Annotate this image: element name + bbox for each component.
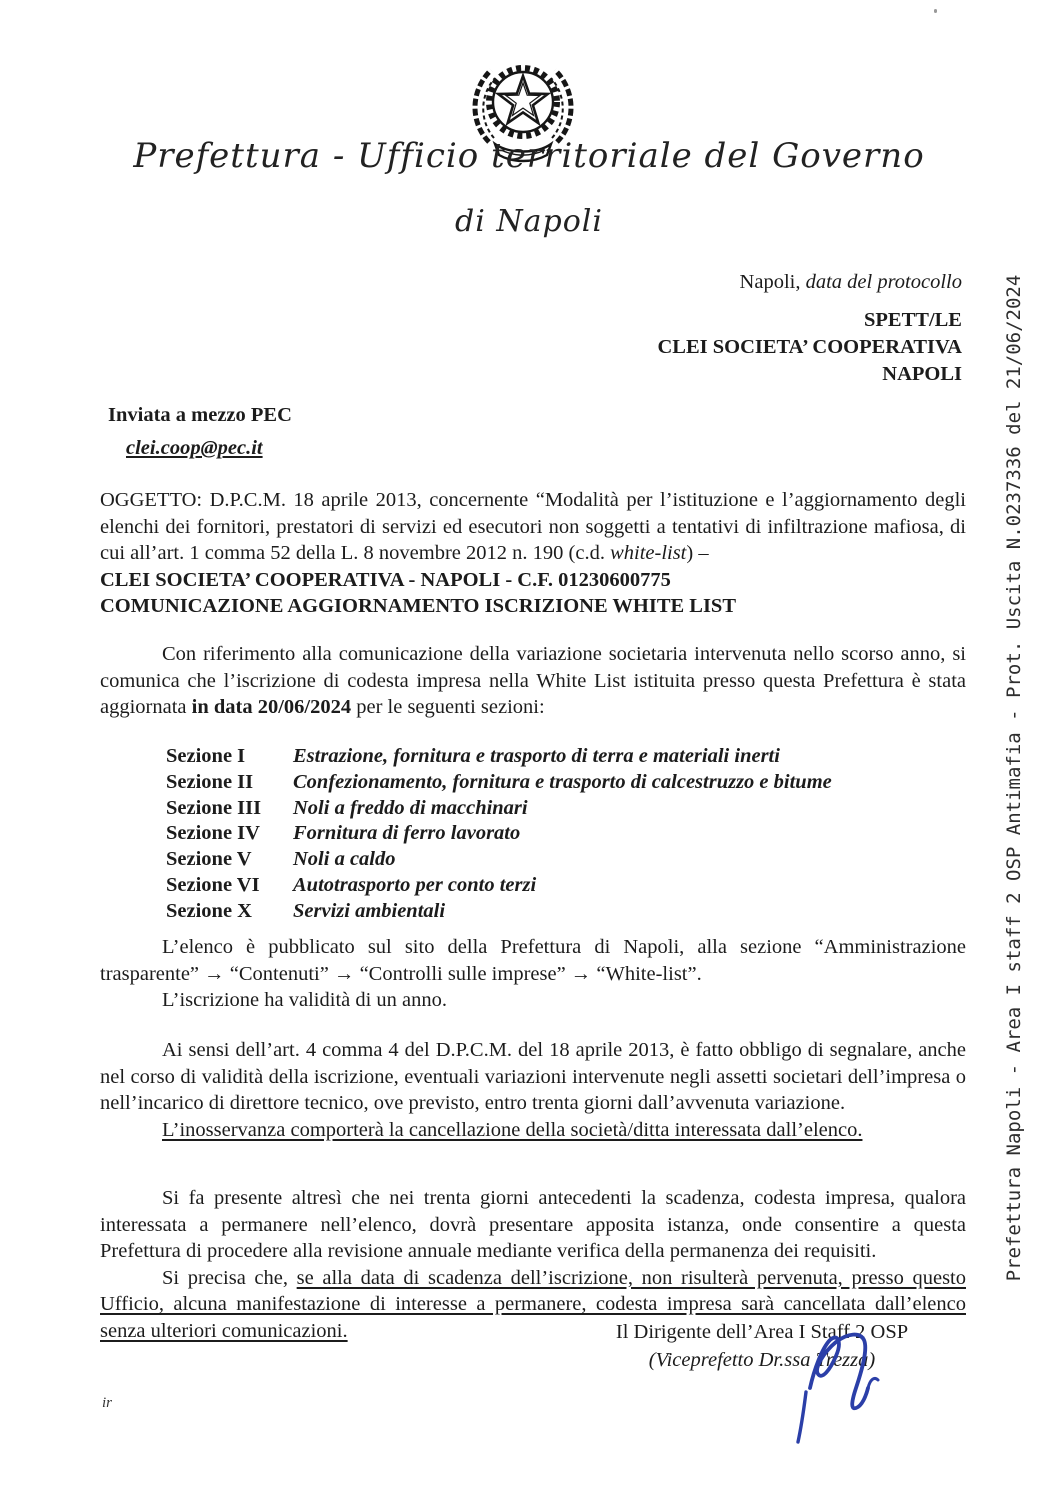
section-row xyxy=(100,873,966,899)
sections-list xyxy=(100,744,966,925)
section-label: Sezione X xyxy=(166,899,252,922)
precisa-lead: Si precisa che, xyxy=(162,1266,297,1289)
subject-notice-line: COMUNICAZIONE AGGIORNAMENTO ISCRIZIONE WHITE LIST xyxy=(100,595,737,617)
recipient-company: CLEI SOCIETA’ COOPERATIVA xyxy=(657,336,962,358)
handwritten-signature-icon xyxy=(784,1330,894,1455)
section-row xyxy=(100,899,966,925)
subject-whitelist-term: white-list xyxy=(610,542,687,564)
expiry-warning: se alla data di scadenza dell’iscrizione, non risulterà pervenuta, presso questo Ufficio, alcuna manifestazione di interesse a permanere, codesta impresa sarà cancellata dall’elenco senza ulteriori comunicazioni. xyxy=(100,1266,966,1342)
section-label: Sezione IV xyxy=(166,822,260,845)
section-row xyxy=(100,796,966,822)
section-desc: Autotrasporto per conto terzi xyxy=(293,873,537,896)
section-row xyxy=(100,821,966,847)
recipient-city: NAPOLI xyxy=(882,363,962,385)
section-desc: Noli a caldo xyxy=(293,848,396,871)
paragraph-update-tail: per le seguenti sezioni: xyxy=(351,696,545,718)
renewal-text: Si fa presente altresì che nei trenta giorni antecedenti la scadenza, codesta impresa, qualora interessata a permanere nell’elenco, dovrà presentare apposita istanza, onde consentire a questa Prefettura di procedere alla revisione annuale mediante verifica della permanenza dei requisiti. xyxy=(100,1187,966,1262)
scan-speck xyxy=(934,9,937,13)
typist-initials: ir xyxy=(102,1395,113,1411)
obligation-text: Ai sensi dell’art. 4 comma 4 del D.P.C.M. del 18 aprile 2013, è fatto obbligo di segnalare, anche nel corso di validità della iscrizione, eventuali variazioni intervenute negli assetti societari dell’impresa o nell’incarico di direttore tecnico, ove previsto, entro trenta giorni dall’avvenuta variazione. xyxy=(100,1039,966,1114)
paragraph-update xyxy=(100,641,966,721)
section-row xyxy=(100,847,966,873)
section-label: Sezione II xyxy=(166,770,254,793)
publication-text: L’elenco è pubblicato sul sito della Prefettura di Napoli, alla sezione “Amministrazione trasparente” → “Contenuti” → “Controlli sulle imprese” → “White-list”. xyxy=(100,936,966,985)
dateline-city: Napoli, xyxy=(739,271,806,293)
subject-block xyxy=(100,487,966,620)
pec-label: Inviata a mezzo PEC xyxy=(108,404,292,426)
subject-company-line: CLEI SOCIETA’ COOPERATIVA - NAPOLI - C.F. 01230600775 xyxy=(100,568,671,591)
subject-text: OGGETTO: D.P.C.M. 18 aprile 2013, concernente “Modalità per l’istituzione e l’aggiornamento degli elenchi dei fornitori, prestatori di servizi ed esecutori non soggetti a tentativi di infiltrazione mafiosa, di cui all’art. 1 comma 52 della L. 8 novembre 2012 n. 190 (c.d. xyxy=(100,489,966,564)
validity-text: L’iscrizione ha validità di un anno. xyxy=(162,989,448,1011)
signer-role: Il Dirigente dell’Area I Staff 2 OSP xyxy=(615,1321,909,1343)
subject-tail: ) – xyxy=(686,542,709,564)
letterhead-subtitle: di Napoli xyxy=(455,204,603,239)
section-label: Sezione V xyxy=(166,848,252,871)
cancellation-warning: L’inosservanza comporterà la cancellazione della società/ditta interessata dall’elenco. xyxy=(162,1118,863,1141)
section-desc: Noli a freddo di macchinari xyxy=(293,796,528,819)
section-label: Sezione III xyxy=(166,796,262,819)
signer-name: (Viceprefetto Dr.ssa Trezza) xyxy=(648,1349,876,1371)
paragraph-obligation xyxy=(100,1037,966,1143)
section-row xyxy=(100,744,966,770)
recipient-block xyxy=(657,307,962,388)
recipient-salutation: SPETT/LE xyxy=(864,309,962,331)
dateline xyxy=(740,271,962,294)
paragraph-update-text: Con riferimento alla comunicazione della variazione societaria intervenuta nello scorso anno, si comunica che l’iscrizione di codesta impresa nella White List istituita presso questa Prefettura è stata aggiornata xyxy=(100,643,966,718)
section-label: Sezione VI xyxy=(166,873,260,896)
protocol-stamp-vertical: Prefettura Napoli - Area I staff 2 OSP Antimafia - Prot. Uscita N.0237336 del 21/06/2024 xyxy=(1003,274,1025,1282)
section-label: Sezione I xyxy=(166,745,246,767)
pec-email: clei.coop@pec.it xyxy=(126,437,263,459)
section-desc: Estrazione, fornitura e trasporto di terra e materiali inerti xyxy=(293,745,780,767)
section-row xyxy=(100,770,966,796)
letterhead-title: Prefettura - Ufficio territoriale del Governo xyxy=(133,136,925,176)
section-desc: Fornitura di ferro lavorato xyxy=(293,822,521,845)
dateline-placeholder: data del protocollo xyxy=(805,271,962,293)
paragraph-publication xyxy=(100,934,966,1014)
subject-paragraph xyxy=(100,487,966,567)
update-date: in data 20/06/2024 xyxy=(191,696,352,718)
section-desc: Confezionamento, fornitura e trasporto di calcestruzzo e bitume xyxy=(293,770,832,793)
section-desc: Servizi ambientali xyxy=(293,899,446,922)
